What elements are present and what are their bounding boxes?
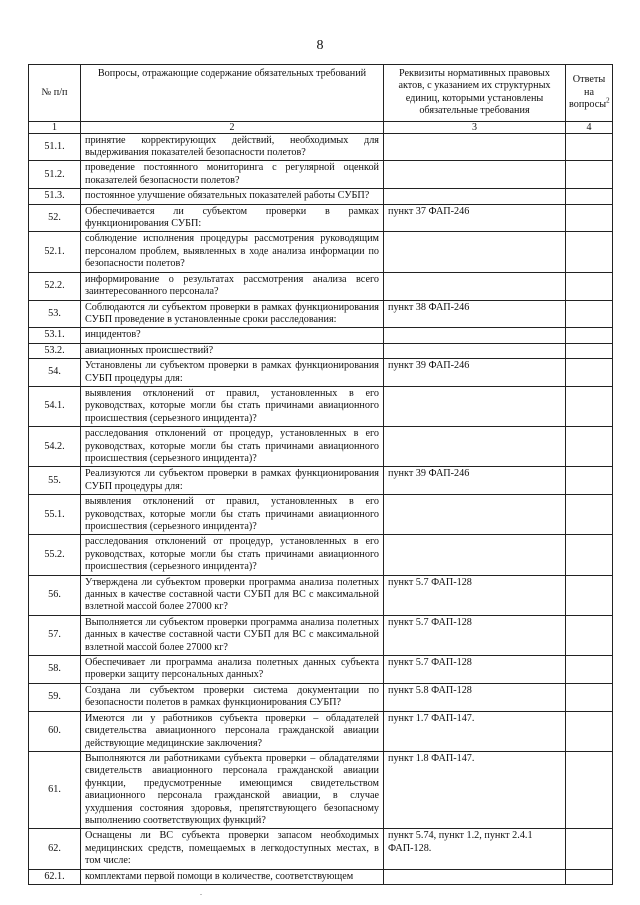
row-question: выявления отклонений от правил, установленных в его руководствах, которые могли бы стать причинами авиационного происшествия (серьезного инцидента)? <box>81 495 384 535</box>
row-answer[interactable] <box>566 467 613 495</box>
index-cell: 4 <box>566 121 613 133</box>
row-number: 53.1. <box>29 328 81 343</box>
row-answer[interactable] <box>566 386 613 426</box>
row-answer[interactable] <box>566 161 613 189</box>
row-answer[interactable] <box>566 829 613 869</box>
row-number: 59. <box>29 683 81 711</box>
row-number: 52.1. <box>29 232 81 272</box>
row-reference <box>384 535 566 575</box>
row-answer[interactable] <box>566 869 613 884</box>
table-row <box>29 161 613 189</box>
row-answer[interactable] <box>566 535 613 575</box>
row-answer[interactable] <box>566 751 613 828</box>
row-answer[interactable] <box>566 427 613 467</box>
row-question: Оснащены ли ВС субъекта проверки запасом необходимых медицинских средств, помещаемых в легкодоступных местах, в том числе: <box>81 829 384 869</box>
header-questions: Вопросы, отражающие содержание обязательных требований <box>81 65 384 122</box>
row-reference <box>384 189 566 204</box>
row-reference <box>384 328 566 343</box>
table-row <box>29 495 613 535</box>
row-number: 52. <box>29 204 81 232</box>
row-answer[interactable] <box>566 272 613 300</box>
index-row <box>29 121 613 133</box>
row-question: Обеспечивается ли субъектом проверки в рамках функционирования СУБП: <box>81 204 384 232</box>
row-number: 51.3. <box>29 189 81 204</box>
row-question: Имеются ли у работников субъекта проверки – обладателей свидетельства авиационного персонала гражданской авиации действующие медицинские заключения? <box>81 711 384 751</box>
row-reference <box>384 427 566 467</box>
table-row <box>29 204 613 232</box>
table-row <box>29 300 613 328</box>
row-reference <box>384 133 566 161</box>
table-row <box>29 656 613 684</box>
row-question: комплектами первой помощи в количестве, соответствующем <box>81 869 384 884</box>
row-number: 60. <box>29 711 81 751</box>
row-question: информирование о результатах рассмотрения анализа всего заинтересованного персонала? <box>81 272 384 300</box>
row-question: Выполняются ли работниками субъекта проверки – обладателями свидетельств авиационного персонала гражданской авиации функции, предусмотренные имеющимся свидетельством авиационного персонала гражданской авиации, в случае ухудшения состояния здоровья, препятствующего безопасному выполнению соответствующих функций? <box>81 751 384 828</box>
row-question: соблюдение исполнения процедуры рассмотрения руководящим персоналом проблем, выявленных в ходе анализа информации по безопасности полетов? <box>81 232 384 272</box>
row-number: 51.2. <box>29 161 81 189</box>
row-reference <box>384 272 566 300</box>
table-row <box>29 751 613 828</box>
table-row <box>29 359 613 387</box>
table-row <box>29 829 613 869</box>
row-answer[interactable] <box>566 343 613 358</box>
row-reference <box>384 386 566 426</box>
row-number: 54.2. <box>29 427 81 467</box>
table-row <box>29 272 613 300</box>
table-row <box>29 232 613 272</box>
row-reference: пункт 1.7 ФАП-147. <box>384 711 566 751</box>
row-answer[interactable] <box>566 683 613 711</box>
row-question: постоянное улучшение обязательных показателей работы СУБП? <box>81 189 384 204</box>
row-number: 55.2. <box>29 535 81 575</box>
row-number: 56. <box>29 575 81 615</box>
row-number: 61. <box>29 751 81 828</box>
row-question: Реализуются ли субъектом проверки в рамках функционирования СУБП процедуры для: <box>81 467 384 495</box>
header-requisites: Реквизиты нормативных правовых актов, с указанием их структурных единиц, которыми установлены обязательные требования <box>384 65 566 122</box>
row-answer[interactable] <box>566 615 613 655</box>
index-cell: 2 <box>81 121 384 133</box>
table-row <box>29 467 613 495</box>
row-number: 53. <box>29 300 81 328</box>
row-number: 53.2. <box>29 343 81 358</box>
row-reference: пункт 5.7 ФАП-128 <box>384 575 566 615</box>
table-row <box>29 189 613 204</box>
row-number: 54.1. <box>29 386 81 426</box>
row-reference: пункт 38 ФАП-246 <box>384 300 566 328</box>
row-question: Создана ли субъектом проверки система документации по безопасности полетов в рамках функционирования СУБП? <box>81 683 384 711</box>
row-question: Утверждена ли субъектом проверки программа анализа полетных данных в качестве составной части СУБП для ВС с максимальной взлетной массой более 27000 кг? <box>81 575 384 615</box>
header-number: № п/п <box>29 65 81 122</box>
row-number: 58. <box>29 656 81 684</box>
scan-mark: . <box>200 888 202 897</box>
row-question: Соблюдаются ли субъектом проверки в рамках функционирования СУБП проведение в установленные сроки расследования: <box>81 300 384 328</box>
row-reference <box>384 869 566 884</box>
table-row <box>29 869 613 884</box>
row-reference: пункт 37 ФАП-246 <box>384 204 566 232</box>
table-row <box>29 133 613 161</box>
row-answer[interactable] <box>566 204 613 232</box>
row-reference <box>384 232 566 272</box>
row-answer[interactable] <box>566 328 613 343</box>
table-header-row <box>29 65 613 122</box>
row-answer[interactable] <box>566 359 613 387</box>
row-number: 57. <box>29 615 81 655</box>
row-answer[interactable] <box>566 189 613 204</box>
row-answer[interactable] <box>566 495 613 535</box>
table-row <box>29 427 613 467</box>
row-question: Установлены ли субъектом проверки в рамках функционирования СУБП процедуры для: <box>81 359 384 387</box>
row-question: принятие корректирующих действий, необходимых для выдерживания показателей безопасности полетов? <box>81 133 384 161</box>
row-question: Обеспечивает ли программа анализа полетных данных субъекта проверки защиту персональных данных? <box>81 656 384 684</box>
row-answer[interactable] <box>566 575 613 615</box>
row-reference: пункт 5.8 ФАП-128 <box>384 683 566 711</box>
table-row <box>29 683 613 711</box>
row-question: Выполняется ли субъектом проверки программа анализа полетных данных в качестве составной части СУБП для ВС с максимальной взлетной массой более 27000 кг? <box>81 615 384 655</box>
row-answer[interactable] <box>566 656 613 684</box>
row-question: авиационных происшествий? <box>81 343 384 358</box>
row-reference <box>384 495 566 535</box>
row-reference: пункт 39 ФАП-246 <box>384 467 566 495</box>
table-row <box>29 386 613 426</box>
row-answer[interactable] <box>566 711 613 751</box>
row-question: проведение постоянного мониторинга с регулярной оценкой показателей безопасности полетов? <box>81 161 384 189</box>
table-row <box>29 343 613 358</box>
row-number: 52.2. <box>29 272 81 300</box>
page-number: 8 <box>316 38 324 53</box>
row-reference <box>384 343 566 358</box>
row-question: расследования отклонений от процедур, установленных в его руководствах, которые могли бы стать причинами авиационного происшествия (серьезного инцидента)? <box>81 427 384 467</box>
index-cell: 3 <box>384 121 566 133</box>
header-answers: Ответы на вопросы$^2$ <box>566 65 613 122</box>
row-answer[interactable] <box>566 232 613 272</box>
row-number: 55. <box>29 467 81 495</box>
row-reference: пункт 5.74, пункт 1.2, пункт 2.4.1 ФАП-128. <box>384 829 566 869</box>
table-row <box>29 615 613 655</box>
row-number: 62.1. <box>29 869 81 884</box>
table-row <box>29 711 613 751</box>
table-row <box>29 328 613 343</box>
table-row <box>29 535 613 575</box>
row-number: 51.1. <box>29 133 81 161</box>
row-question: выявления отклонений от правил, установленных в его руководствах, которые могли бы стать причинами авиационного происшествия (серьезного инцидента)? <box>81 386 384 426</box>
row-number: 55.1. <box>29 495 81 535</box>
row-reference: пункт 5.7 ФАП-128 <box>384 656 566 684</box>
row-answer[interactable] <box>566 133 613 161</box>
row-reference: пункт 5.7 ФАП-128 <box>384 615 566 655</box>
requirements-table <box>28 64 613 885</box>
row-reference: пункт 1.8 ФАП-147. <box>384 751 566 828</box>
index-cell: 1 <box>29 121 81 133</box>
row-reference <box>384 161 566 189</box>
row-answer[interactable] <box>566 300 613 328</box>
row-reference: пункт 39 ФАП-246 <box>384 359 566 387</box>
row-question: расследования отклонений от процедур, установленных в его руководствах, которые могли бы стать причинами авиационного происшествия (серьезного инцидента)? <box>81 535 384 575</box>
row-number: 54. <box>29 359 81 387</box>
table-row <box>29 575 613 615</box>
row-question: инцидентов? <box>81 328 384 343</box>
row-number: 62. <box>29 829 81 869</box>
